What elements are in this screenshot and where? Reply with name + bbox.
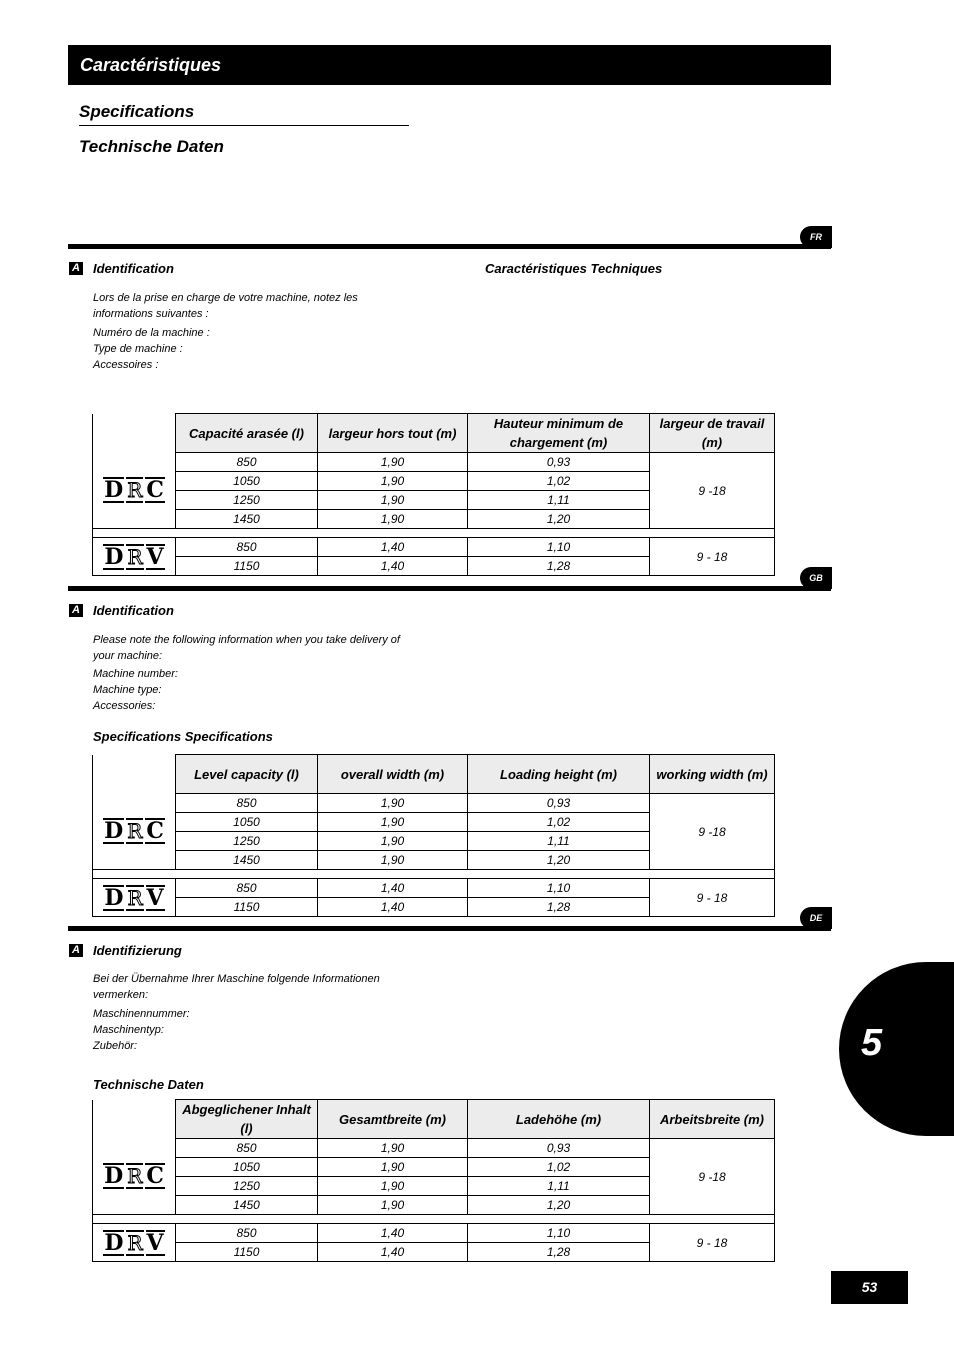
- field-accessories: Accessories:: [93, 700, 156, 712]
- subtitle-specifications: Specifications: [79, 102, 195, 121]
- table-cell: 1,11: [468, 832, 650, 851]
- column-header: Arbeitsbreite (m): [650, 1100, 775, 1139]
- logo-letter: R: [127, 1164, 143, 1189]
- logo-letter: D: [104, 1163, 124, 1190]
- header-blank: [93, 755, 176, 794]
- table-cell: 1050: [176, 472, 318, 491]
- logo-letter: R: [127, 544, 143, 569]
- drv-logo-cell: [93, 1224, 176, 1262]
- page-title: Caractéristiques: [80, 55, 222, 75]
- column-header: working width (m): [650, 755, 775, 794]
- column-header: Level capacity (l): [176, 755, 318, 794]
- logo-letter: V: [146, 1229, 164, 1256]
- table-cell: 1,10: [468, 879, 650, 898]
- intro-text: Bei der Übernahme Ihrer Maschine folgende Informationen vermerken:: [93, 973, 380, 1001]
- field-accessories: Zubehör:: [93, 1040, 138, 1052]
- drc-logo-cell: [93, 1139, 176, 1215]
- working-width-cell: 9 - 18: [650, 538, 775, 576]
- identification-title: Identification: [93, 261, 174, 276]
- table-cell: 1250: [176, 832, 318, 851]
- column-header: Ladehöhe (m): [468, 1100, 650, 1139]
- logo-letter: D: [104, 477, 124, 504]
- table-cell: 1,20: [468, 1196, 650, 1215]
- table-cell: 850: [176, 794, 318, 813]
- header-blank: [93, 414, 176, 453]
- subtitle-underline: [79, 125, 409, 126]
- table-cell: 1,20: [468, 510, 650, 529]
- table-cell: 1,11: [468, 1177, 650, 1196]
- section-rule-gb: [68, 586, 831, 591]
- characteristics-title: Caractéristiques Techniques: [485, 261, 663, 276]
- table-row: [93, 1224, 775, 1243]
- table-cell: 1,90: [318, 813, 468, 832]
- model-logo: [93, 885, 175, 911]
- table-cell: 1,11: [468, 491, 650, 510]
- working-width-cell: 9 - 18: [650, 879, 775, 917]
- table-cell: 1,40: [318, 898, 468, 917]
- working-width-cell: 9 - 18: [650, 1224, 775, 1262]
- table-cell: 1150: [176, 557, 318, 576]
- section-rule-fr: [68, 244, 831, 249]
- model-logo: [93, 544, 175, 570]
- table-cell: 1,90: [318, 832, 468, 851]
- logo-letter: D: [104, 543, 124, 570]
- table-cell: 850: [176, 453, 318, 472]
- drc-logo-cell: [93, 453, 176, 529]
- table-cell: 1450: [176, 851, 318, 870]
- field-machine-type: Maschinentyp:: [93, 1024, 164, 1036]
- table-cell: 1250: [176, 491, 318, 510]
- a-marker: A: [69, 604, 83, 617]
- table-cell: 1,90: [318, 453, 468, 472]
- table-cell: 1,90: [318, 1196, 468, 1215]
- table-cell: 1,28: [468, 557, 650, 576]
- intro-text: Lors de la prise en charge de votre machine, notez les informations suivantes :: [93, 292, 358, 320]
- logo-letter: R: [127, 1230, 143, 1255]
- table-cell: 1,90: [318, 1177, 468, 1196]
- drv-logo-cell: [93, 538, 176, 576]
- model-logo: [93, 818, 175, 844]
- table-title: Technische Daten: [93, 1077, 204, 1092]
- table-cell: 0,93: [468, 794, 650, 813]
- logo-letter: V: [146, 543, 164, 570]
- table-row: [93, 1139, 775, 1158]
- column-header: largeur hors tout (m): [318, 414, 468, 453]
- column-header: Gesamtbreite (m): [318, 1100, 468, 1139]
- lang-tag-de: DE: [800, 907, 832, 929]
- spec-table-de: [92, 1099, 775, 1262]
- lang-tag-fr: FR: [800, 226, 832, 248]
- section-rule-de: [68, 926, 831, 931]
- column-header: Loading height (m): [468, 755, 650, 794]
- field-machine-number: Maschinennummer:: [93, 1008, 190, 1020]
- spec-table-fr: [92, 413, 775, 576]
- lang-tag-gb: GB: [800, 567, 832, 589]
- logo-letter: C: [146, 818, 164, 845]
- table-cell: 1,40: [318, 1243, 468, 1262]
- working-width-cell: 9 -18: [650, 794, 775, 870]
- table-cell: 1,40: [318, 1224, 468, 1243]
- table-cell: 1050: [176, 813, 318, 832]
- table-cell: 1,10: [468, 1224, 650, 1243]
- spec-table-gb: [92, 754, 775, 917]
- a-marker: A: [69, 944, 83, 957]
- model-logo: [93, 477, 175, 503]
- logo-letter: R: [127, 478, 143, 503]
- a-marker: A: [69, 262, 83, 275]
- identification-title: Identifizierung: [93, 943, 182, 958]
- table-cell: 850: [176, 1139, 318, 1158]
- working-width-cell: 9 -18: [650, 453, 775, 529]
- table-cell: 1,02: [468, 472, 650, 491]
- table-cell: 850: [176, 879, 318, 898]
- table-cell: 1,90: [318, 510, 468, 529]
- table-cell: 1,40: [318, 557, 468, 576]
- table-cell: 1,10: [468, 538, 650, 557]
- table-gap: [93, 870, 775, 879]
- chapter-tab: [839, 962, 954, 1136]
- table-cell: 1150: [176, 1243, 318, 1262]
- table-row: [93, 794, 775, 813]
- table-cell: 1,90: [318, 491, 468, 510]
- table-cell: 1,40: [318, 538, 468, 557]
- field-accessories: Accessoires :: [93, 359, 159, 371]
- field-machine-number: Machine number:: [93, 668, 178, 680]
- table-cell: 1,90: [318, 472, 468, 491]
- field-machine-type: Type de machine :: [93, 343, 183, 355]
- table-cell: 850: [176, 1224, 318, 1243]
- table-cell: 1150: [176, 898, 318, 917]
- table-cell: 1,20: [468, 851, 650, 870]
- table-gap: [93, 1215, 775, 1224]
- table-row: [93, 879, 775, 898]
- column-header: Hauteur minimum de chargement (m): [468, 414, 650, 453]
- column-header: Capacité arasée (l): [176, 414, 318, 453]
- header-blank: [93, 1100, 176, 1139]
- logo-letter: R: [127, 885, 143, 910]
- drc-logo-cell: [93, 794, 176, 870]
- logo-letter: C: [146, 1163, 164, 1190]
- chapter-number: 5: [861, 1022, 883, 1064]
- table-cell: 0,93: [468, 1139, 650, 1158]
- table-cell: 1450: [176, 1196, 318, 1215]
- subtitle-technische-daten: Technische Daten: [79, 137, 224, 156]
- logo-letter: V: [146, 884, 164, 911]
- logo-letter: D: [104, 1229, 124, 1256]
- table-cell: 1450: [176, 510, 318, 529]
- table-cell: 1,40: [318, 879, 468, 898]
- table-cell: 1,90: [318, 1158, 468, 1177]
- table-cell: 1,02: [468, 813, 650, 832]
- table-cell: 1,02: [468, 1158, 650, 1177]
- table-cell: 1,28: [468, 898, 650, 917]
- model-logo: [93, 1163, 175, 1189]
- table-title: Specifications Specifications: [93, 729, 273, 744]
- column-header: Abgeglichener Inhalt (l): [176, 1100, 318, 1139]
- identification-title: Identification: [93, 603, 174, 618]
- table-cell: 1050: [176, 1158, 318, 1177]
- page-title-bar: [68, 45, 831, 85]
- table-row: [93, 453, 775, 472]
- page-number: 53: [831, 1271, 908, 1304]
- logo-letter: D: [104, 818, 124, 845]
- drv-logo-cell: [93, 879, 176, 917]
- table-row: [93, 538, 775, 557]
- column-header: overall width (m): [318, 755, 468, 794]
- table-cell: 0,93: [468, 453, 650, 472]
- logo-letter: C: [146, 477, 164, 504]
- working-width-cell: 9 -18: [650, 1139, 775, 1215]
- logo-letter: D: [104, 884, 124, 911]
- table-gap: [93, 529, 775, 538]
- table-cell: 1,90: [318, 851, 468, 870]
- table-cell: 850: [176, 538, 318, 557]
- table-cell: 1,28: [468, 1243, 650, 1262]
- field-machine-number: Numéro de la machine :: [93, 327, 210, 339]
- model-logo: [93, 1230, 175, 1256]
- column-header: largeur de travail (m): [650, 414, 775, 453]
- table-cell: 1,90: [318, 1139, 468, 1158]
- logo-letter: R: [127, 819, 143, 844]
- table-cell: 1,90: [318, 794, 468, 813]
- intro-text: Please note the following information when you take delivery of your machine:: [93, 634, 400, 662]
- field-machine-type: Machine type:: [93, 684, 162, 696]
- table-cell: 1250: [176, 1177, 318, 1196]
